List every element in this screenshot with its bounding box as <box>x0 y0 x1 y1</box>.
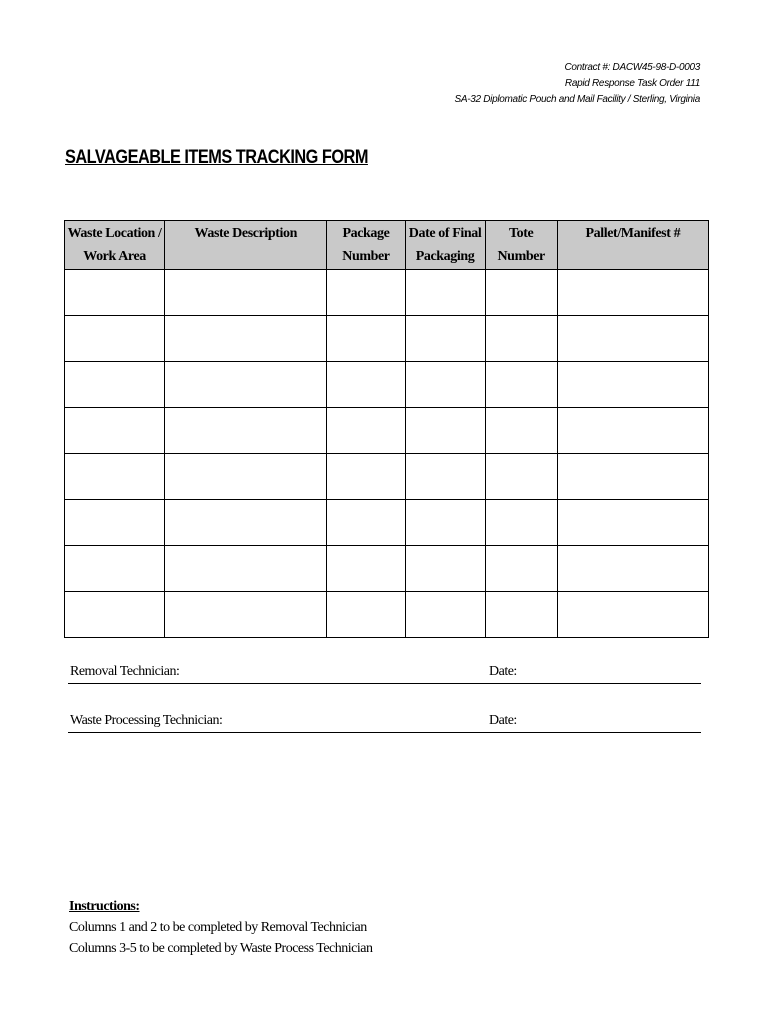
removal-technician-label: Removal Technician: <box>70 664 180 679</box>
table-cell[interactable] <box>405 454 485 500</box>
table-cell[interactable] <box>485 592 557 638</box>
table-cell[interactable] <box>485 408 557 454</box>
table-cell[interactable] <box>485 362 557 408</box>
table-cell[interactable] <box>485 270 557 316</box>
table-cell[interactable] <box>327 270 405 316</box>
table-cell[interactable] <box>165 408 327 454</box>
table-cell[interactable] <box>557 362 708 408</box>
table-cell[interactable] <box>485 500 557 546</box>
table-cell[interactable] <box>165 362 327 408</box>
processing-date-label: Date: <box>489 713 517 728</box>
table-cell[interactable] <box>65 500 165 546</box>
table-row <box>65 500 709 546</box>
table-cell[interactable] <box>557 270 708 316</box>
instructions-block <box>69 896 372 959</box>
contract-number: Contract #: DACW45-98-D-0003 <box>564 62 700 73</box>
table-cell[interactable] <box>405 316 485 362</box>
table-cell[interactable] <box>327 362 405 408</box>
table-row <box>65 408 709 454</box>
removal-date-label: Date: <box>489 664 517 679</box>
header-pallet-manifest: Pallet/Manifest # <box>557 221 708 270</box>
table-cell[interactable] <box>327 454 405 500</box>
table-row <box>65 362 709 408</box>
table-cell[interactable] <box>65 454 165 500</box>
table-cell[interactable] <box>165 316 327 362</box>
tracking-table <box>64 220 709 638</box>
header-waste-location: Waste Location / Work Area <box>65 221 165 270</box>
table-body <box>65 270 709 638</box>
table-cell[interactable] <box>327 316 405 362</box>
header-package-number: Package Number <box>327 221 405 270</box>
form-title: SALVAGEABLE ITEMS TRACKING FORM <box>65 147 368 168</box>
header-waste-description: Waste Description <box>165 221 327 270</box>
table-cell[interactable] <box>405 500 485 546</box>
table-row <box>65 270 709 316</box>
table-cell[interactable] <box>485 546 557 592</box>
table-cell[interactable] <box>405 270 485 316</box>
table-cell[interactable] <box>165 546 327 592</box>
header-date-final-packaging: Date of Final Packaging <box>405 221 485 270</box>
task-order: Rapid Response Task Order 111 <box>564 78 700 89</box>
table-cell[interactable] <box>405 362 485 408</box>
table-cell[interactable] <box>327 592 405 638</box>
table-cell[interactable] <box>65 316 165 362</box>
table-cell[interactable] <box>557 592 708 638</box>
table-cell[interactable] <box>405 408 485 454</box>
processing-technician-line[interactable] <box>68 710 701 733</box>
table-header-row <box>65 221 709 270</box>
table-cell[interactable] <box>557 500 708 546</box>
table-cell[interactable] <box>65 592 165 638</box>
table-cell[interactable] <box>557 316 708 362</box>
table-cell[interactable] <box>327 500 405 546</box>
table-cell[interactable] <box>485 454 557 500</box>
table-row <box>65 454 709 500</box>
instructions-line-1: Columns 1 and 2 to be completed by Removal Technician <box>69 920 367 935</box>
table-cell[interactable] <box>405 592 485 638</box>
table-cell[interactable] <box>65 408 165 454</box>
table-cell[interactable] <box>165 454 327 500</box>
table-row <box>65 546 709 592</box>
table-cell[interactable] <box>327 408 405 454</box>
table-cell[interactable] <box>557 408 708 454</box>
processing-technician-label: Waste Processing Technician: <box>70 713 223 728</box>
table-row <box>65 592 709 638</box>
facility-name: SA-32 Diplomatic Pouch and Mail Facility / Sterling, Virginia <box>454 94 700 105</box>
header-tote-number: Tote Number <box>485 221 557 270</box>
table-cell[interactable] <box>165 500 327 546</box>
table-cell[interactable] <box>65 546 165 592</box>
removal-technician-line[interactable] <box>68 661 701 684</box>
table-cell[interactable] <box>165 270 327 316</box>
table-cell[interactable] <box>165 592 327 638</box>
table-cell[interactable] <box>65 362 165 408</box>
table-cell[interactable] <box>405 546 485 592</box>
table-cell[interactable] <box>557 546 708 592</box>
instructions-line-2: Columns 3-5 to be completed by Waste Process Technician <box>69 941 373 956</box>
table-row <box>65 316 709 362</box>
table-cell[interactable] <box>485 316 557 362</box>
table-cell[interactable] <box>557 454 708 500</box>
table-cell[interactable] <box>65 270 165 316</box>
table-cell[interactable] <box>327 546 405 592</box>
document-header <box>454 60 700 108</box>
instructions-heading: Instructions: <box>69 899 140 914</box>
